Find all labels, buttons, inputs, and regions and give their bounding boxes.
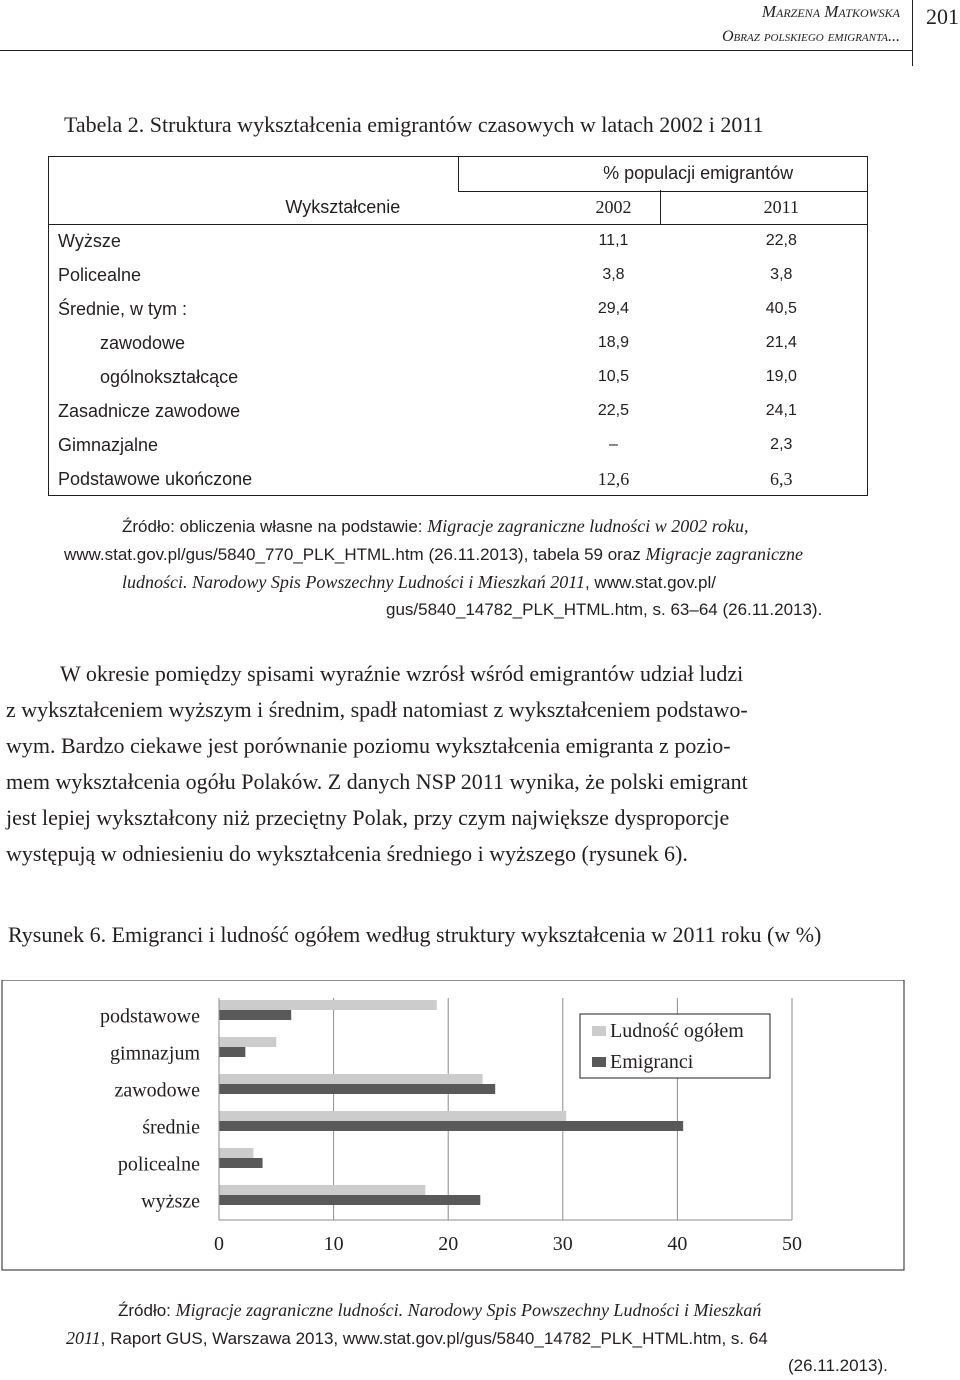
bar-emigranci — [219, 1047, 245, 1057]
cell-2011: 6,3 — [770, 468, 793, 489]
bar-emigranci — [219, 1195, 480, 1205]
legend-swatch-emigranci — [592, 1057, 606, 1067]
group-header: % populacji emigrantów — [603, 162, 794, 183]
cell-2002: 3,8 — [602, 266, 625, 283]
cell-2002: 12,6 — [597, 468, 630, 489]
source-text: , www.stat.gov.pl/ — [584, 573, 716, 592]
table-row — [48, 292, 866, 326]
paragraph-line: z wykształceniem wyższym i średnim, spadł natomiast z wykształceniem podstawo- — [6, 697, 748, 722]
figure-source-line-1 — [118, 1296, 761, 1325]
cell-2002: 29,4 — [597, 300, 629, 317]
row-label: Wyższe — [58, 230, 121, 251]
cell-2002: 11,1 — [598, 232, 629, 249]
x-tick-label: 10 — [323, 1233, 344, 1255]
cell-2002: – — [608, 436, 618, 453]
bar-ludnosc — [219, 1185, 425, 1195]
source-title: Migracje zagraniczne ludności w 2002 roku, — [427, 516, 749, 536]
source-text: Źródło: obliczenia własne na podstawie: — [122, 517, 428, 536]
paragraph-line: występują w odniesieniu do wykształcenia średniego i wyższego (rysunek 6). — [6, 841, 688, 866]
source-title: ludności. Narodowy Spis Powszechny Ludności i Mieszkań 2011 — [122, 572, 585, 592]
y-category-label: wyższe — [141, 1190, 200, 1213]
row-label: Policealne — [58, 264, 142, 285]
cell-2011: 24,1 — [765, 402, 797, 419]
cell-2002: 10,5 — [597, 368, 629, 385]
row-header: Wykształcenie — [285, 196, 401, 217]
x-tick-label: 50 — [782, 1233, 802, 1255]
y-category-label: średnie — [142, 1116, 200, 1139]
year-2002: 2002 — [595, 196, 632, 217]
cell-2011: 19,0 — [765, 368, 797, 385]
bar-ludnosc — [219, 1037, 276, 1047]
bar-ludnosc — [219, 1111, 566, 1121]
paragraph-line: mem wykształcenia ogółu Polaków. Z danych NSP 2011 wynika, że polski emigrant — [6, 769, 748, 794]
cell-2002: 18,9 — [597, 334, 629, 351]
figure-caption: Rysunek 6. Emigranci i ludność ogółem według struktury wykształcenia w 2011 roku (w %) — [8, 922, 822, 947]
year-2011: 2011 — [763, 196, 799, 217]
cell-2002: 22,5 — [597, 402, 629, 419]
row-label: Zasadnicze zawodowe — [58, 400, 241, 421]
y-category-label: policealne — [117, 1153, 200, 1176]
legend-label-ludnosc: Ludność ogółem — [610, 1020, 744, 1042]
legend-label-emigranci: Emigranci — [610, 1051, 694, 1073]
bar-ludnosc — [219, 1074, 483, 1084]
bar-emigranci — [219, 1158, 263, 1168]
page-number: 201 — [926, 4, 959, 29]
table-caption: Tabela 2. Struktura wykształcenia emigrantów czasowych w latach 2002 i 2011 — [64, 112, 764, 137]
table-year-row — [48, 190, 866, 224]
row-label: Podstawowe ukończone — [58, 468, 253, 489]
row-label: Gimnazjalne — [58, 434, 159, 455]
x-tick-label: 20 — [438, 1233, 459, 1255]
table-row — [48, 394, 866, 428]
row-label: Średnie, w tym : — [58, 298, 188, 319]
paragraph-line: W okresie pomiędzy spisami wyraźnie wzrósł wśród emigrantów udział ludzi — [60, 661, 744, 686]
table-row — [48, 360, 866, 394]
figure-source-line-2 — [66, 1324, 768, 1353]
table-row — [48, 462, 866, 496]
y-category-label: podstawowe — [100, 1005, 200, 1028]
legend-swatch-ludnosc — [592, 1026, 606, 1036]
y-category-label: gimnazjum — [110, 1042, 200, 1065]
source-title: Migracje zagraniczne — [645, 544, 803, 564]
source-text: , Raport GUS, Warszawa 2013, www.stat.gov.pl/gus/5840_14782_PLK_HTML.htm, s. 64 — [100, 1329, 768, 1348]
table-source-line-2 — [64, 540, 803, 569]
figure-source-line-3: (26.11.2013). — [788, 1356, 888, 1375]
bar-ludnosc — [219, 1148, 253, 1158]
cell-2011: 2,3 — [770, 436, 793, 453]
bar-emigranci — [219, 1084, 495, 1094]
table-row — [48, 258, 866, 292]
y-category-label: zawodowe — [114, 1079, 200, 1102]
running-header-author: Marzena Matkowska — [761, 2, 900, 21]
paragraph-line: wym. Bardzo ciekawe jest porównanie poziomu wykształcenia emigranta z pozio- — [6, 733, 731, 758]
paragraph-line: jest lepiej wykształcony niż przeciętny Polak, przy czym największe dysproporcje — [6, 805, 730, 830]
chart-legend — [580, 1014, 770, 1078]
table-source-line-1 — [122, 512, 749, 541]
table-source-line-4: gus/5840_14782_PLK_HTML.htm, s. 63–64 (26.11.2013). — [386, 600, 823, 619]
bar-emigranci — [219, 1121, 683, 1131]
bar-emigranci — [219, 1010, 291, 1020]
cell-2011: 22,8 — [765, 232, 797, 249]
x-tick-label: 30 — [552, 1233, 573, 1255]
header-vertical-rule — [912, 0, 913, 66]
x-tick-label: 0 — [214, 1233, 224, 1255]
education-bar-chart — [0, 980, 960, 1280]
table-row — [48, 326, 866, 360]
source-text: www.stat.gov.pl/gus/5840_770_PLK_HTML.htm (26.11.2013), tabela 59 oraz — [64, 545, 646, 564]
header-horizontal-rule — [0, 50, 912, 51]
cell-2011: 3,8 — [770, 266, 793, 283]
row-label: zawodowe — [100, 332, 186, 353]
table-source-line-3 — [122, 568, 716, 597]
source-title: 2011 — [66, 1328, 101, 1348]
cell-2011: 21,4 — [765, 334, 797, 351]
source-text: Źródło: — [118, 1301, 176, 1320]
source-title: Migracje zagraniczne ludności. Narodowy Spis Powszechny Ludności i Mieszkań — [175, 1300, 762, 1320]
table-row — [48, 428, 866, 462]
cell-2011: 40,5 — [765, 300, 797, 317]
table-row — [48, 224, 866, 258]
x-tick-label: 40 — [667, 1233, 688, 1255]
row-label: ogólnokształcące — [100, 366, 239, 387]
bar-ludnosc — [219, 1000, 437, 1010]
education-table — [48, 156, 866, 496]
running-header-title: Obraz polskiego emigranta... — [721, 28, 900, 45]
table-header-row — [48, 156, 866, 190]
